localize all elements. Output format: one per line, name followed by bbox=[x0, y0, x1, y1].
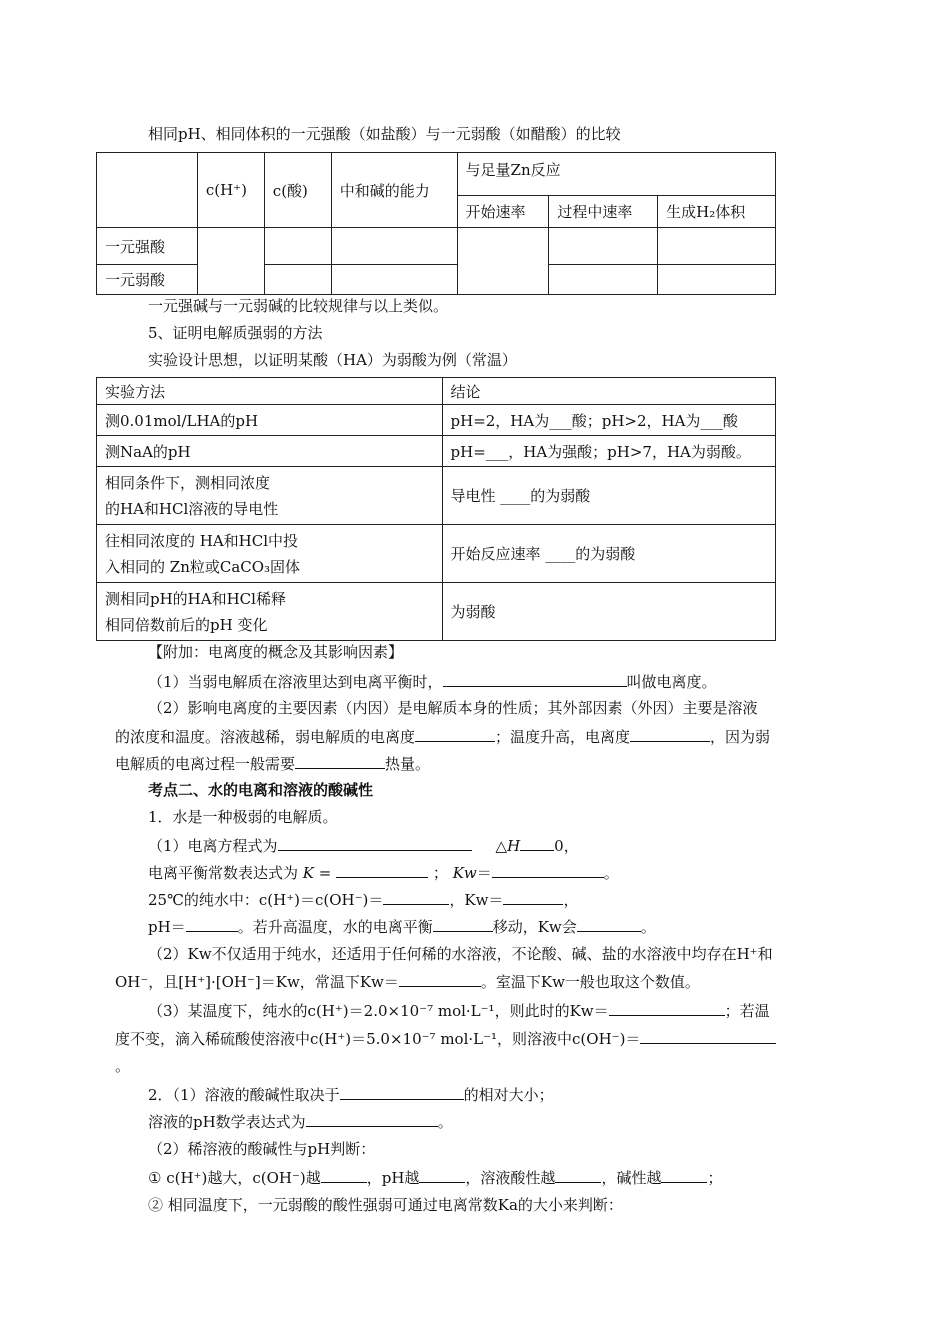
text: ，Kw＝ bbox=[449, 891, 504, 909]
note-base: 一元强碱与一元弱碱的比较规律与以上类似。 bbox=[148, 297, 449, 315]
fill-blank[interactable] bbox=[520, 835, 554, 851]
table2-conclusion: 开始反应速率 ____的为弱酸 bbox=[442, 525, 775, 583]
fill-blank[interactable] bbox=[419, 1167, 465, 1183]
text: 2．（1）溶液的酸碱性取决于 bbox=[148, 1086, 340, 1104]
k-symbol: K bbox=[302, 864, 315, 882]
table2-method-line: 的HA和HCl溶液的导电性 bbox=[105, 499, 279, 518]
table2-method-line: 入相同的 Zn粒或CaCO₃固体 bbox=[105, 557, 301, 576]
fill-blank[interactable] bbox=[278, 835, 472, 851]
table1-cell bbox=[331, 265, 457, 295]
water-item-3-line1 bbox=[148, 1000, 770, 1021]
table1-caption: 相同pH、相同体积的一元强酸（如盐酸）与一元弱酸（如醋酸）的比较 bbox=[148, 125, 621, 143]
text: ，pH越 bbox=[366, 1169, 420, 1187]
fill-blank[interactable] bbox=[609, 1000, 725, 1016]
fill-blank[interactable] bbox=[555, 1167, 601, 1183]
fill-blank[interactable] bbox=[433, 916, 493, 932]
fill-blank[interactable] bbox=[336, 862, 428, 878]
text: 电解质的电离过程一般需要 bbox=[115, 755, 296, 773]
text: c(H⁺)＝c(OH⁻)＝ bbox=[258, 891, 384, 909]
table1-cell bbox=[457, 228, 549, 295]
fill-blank[interactable] bbox=[443, 671, 627, 687]
table2-conclusion: pH=___，HA为强酸；pH>7，HA为弱酸。 bbox=[442, 436, 775, 467]
solution-item-2: （2）稀溶液的酸碱性与pH判断： bbox=[148, 1140, 376, 1158]
text: OH⁻，且[H⁺]·[OH⁻]＝Kw，常温下Kw＝ bbox=[115, 973, 399, 991]
table2-header-method: 实验方法 bbox=[97, 378, 443, 405]
table1-header-c-h: c(H⁺) bbox=[197, 153, 264, 228]
table1-cell bbox=[549, 265, 658, 295]
fill-blank[interactable] bbox=[577, 916, 641, 932]
text: ＝ bbox=[476, 864, 492, 882]
table2-method-line: 往相同浓度的 HA和HCl中投 bbox=[105, 531, 299, 550]
table1-header-h2-volume: 生成H₂体积 bbox=[658, 196, 776, 228]
text: = bbox=[318, 864, 332, 882]
table2-method-line: 相同条件下，测相同浓度 bbox=[105, 473, 271, 492]
water-k-line: 电离平衡常数表达式为 K = ； Kw＝ 。 bbox=[148, 864, 619, 882]
text: 电离平衡常数表达式为 bbox=[148, 864, 299, 882]
solution-item-1 bbox=[148, 1084, 554, 1105]
table1-row-strong: 一元强酸 bbox=[97, 228, 198, 265]
table2-method: 测NaA的pH bbox=[97, 436, 443, 467]
fill-blank[interactable] bbox=[415, 726, 495, 742]
table1-header-zn: 与足量Zn反应 bbox=[457, 153, 775, 196]
appendix-item-2-line2 bbox=[115, 726, 770, 747]
table1-cell bbox=[549, 228, 658, 265]
text: 叫做电离度。 bbox=[626, 673, 717, 691]
table1-cell bbox=[197, 228, 264, 295]
fill-blank[interactable] bbox=[630, 726, 710, 742]
appendix-item-2-line1: （2）影响电离度的主要因素（内因）是电解质本身的性质；其外部因素（外因）主要是溶液 bbox=[148, 699, 758, 717]
solution-rule-2: ② 相同温度下，一元弱酸的酸性强弱可通过电离常数Ka的大小来判断： bbox=[148, 1196, 623, 1214]
table1-row-weak: 一元弱酸 bbox=[97, 265, 198, 295]
table2-method bbox=[97, 583, 443, 641]
fill-blank[interactable] bbox=[186, 916, 238, 932]
fill-blank[interactable] bbox=[492, 862, 604, 878]
experiment-table bbox=[96, 377, 776, 641]
table1-corner bbox=[97, 153, 198, 228]
appendix-title: 【附加：电离度的概念及其影响因素】 bbox=[148, 643, 404, 661]
table2-conclusion: 导电性 ____的为弱酸 bbox=[442, 467, 775, 525]
text: ，溶液酸性越 bbox=[465, 1169, 556, 1187]
table2-conclusion: pH=2，HA为___酸；pH>2，HA为___酸 bbox=[442, 405, 775, 436]
fill-blank[interactable] bbox=[661, 1167, 707, 1183]
delta-h: △H bbox=[495, 837, 521, 855]
text: 热量。 bbox=[385, 755, 431, 773]
fill-blank[interactable] bbox=[503, 889, 563, 905]
text: ，因为弱 bbox=[710, 728, 771, 746]
text: 移动，Kw会 bbox=[492, 918, 577, 936]
text: （1）当弱电解质在溶液里达到电离平衡时， bbox=[148, 673, 443, 691]
water-item-1: 1．水是一种极弱的电解质。 bbox=[148, 808, 338, 826]
table1-cell bbox=[658, 265, 776, 295]
text: ；温度升高，电离度 bbox=[495, 728, 631, 746]
text: 度不变，滴入稀硫酸使溶液中c(H⁺)＝5.0×10⁻⁷ mol·L⁻¹，则溶液中c(OH⁻)＝ bbox=[115, 1030, 641, 1048]
text: ， bbox=[563, 891, 579, 909]
table1-cell bbox=[264, 265, 331, 295]
fill-blank[interactable] bbox=[321, 1167, 367, 1183]
text: 。室温下Kw一般也取这个数值。 bbox=[480, 973, 700, 991]
text: 的相对大小； bbox=[463, 1086, 554, 1104]
table2-header-conclusion: 结论 bbox=[442, 378, 775, 405]
text: ① c(H⁺)越大，c(OH⁻)越 bbox=[148, 1169, 321, 1187]
keypoint2-title: 考点二、水的电离和溶液的酸碱性 bbox=[148, 781, 374, 799]
fill-blank[interactable] bbox=[383, 889, 449, 905]
text: （3）某温度下，纯水的c(H⁺)＝2.0×10⁻⁷ mol·L⁻¹，则此时的Kw＝ bbox=[148, 1002, 609, 1020]
water-item-2-line2 bbox=[115, 971, 700, 992]
text: 。若升高温度，水的电离平衡 bbox=[237, 918, 433, 936]
table1-header-process-rate: 过程中速率 bbox=[549, 196, 658, 228]
table1-cell bbox=[658, 228, 776, 265]
water-item-3-end: 。 bbox=[115, 1057, 131, 1075]
appendix-item-2-line3 bbox=[115, 753, 430, 774]
fill-blank[interactable] bbox=[295, 753, 385, 769]
solution-ph-formula bbox=[148, 1111, 453, 1132]
text: ，碱性越 bbox=[601, 1169, 662, 1187]
table2-method: 测0.01mol/LHA的pH bbox=[97, 405, 443, 436]
text: 0， bbox=[554, 837, 579, 855]
fill-blank[interactable] bbox=[340, 1084, 464, 1100]
appendix-item-1 bbox=[148, 671, 717, 692]
table1-header-neutralize: 中和碱的能力 bbox=[331, 153, 457, 228]
text: 。 bbox=[437, 1113, 453, 1131]
table1-header-start-rate: 开始速率 bbox=[457, 196, 549, 228]
table2-method-line: 相同倍数前后的pH 变化 bbox=[105, 615, 268, 634]
table1-header-c-acid: c(酸) bbox=[264, 153, 331, 228]
section5-intro: 实验设计思想，以证明某酸（HA）为弱酸为例（常温） bbox=[148, 351, 517, 369]
table2-conclusion: 为弱酸 bbox=[442, 583, 775, 641]
text: ； bbox=[707, 1169, 723, 1187]
table2-method bbox=[97, 467, 443, 525]
table2-method-line: 测相同pH的HA和HCl稀释 bbox=[105, 589, 286, 608]
fill-blank[interactable] bbox=[399, 971, 481, 987]
comparison-table bbox=[96, 152, 776, 295]
table1-cell bbox=[331, 228, 457, 265]
text: ；若温 bbox=[724, 1002, 770, 1020]
kw-symbol: Kw bbox=[452, 864, 477, 882]
fill-blank[interactable] bbox=[306, 1111, 438, 1127]
text: 。 bbox=[640, 918, 656, 936]
text: 25℃的纯水中： bbox=[148, 891, 259, 909]
text: 的浓度和温度。溶液越稀，弱电解质的电离度 bbox=[115, 728, 416, 746]
section5-title: 5、证明电解质强弱的方法 bbox=[148, 324, 323, 342]
water-item-2-line1: （2）Kw不仅适用于纯水，还适用于任何稀的水溶液，不论酸、碱、盐的水溶液中均存在H⁺和 bbox=[148, 945, 773, 963]
text: 溶液的pH数学表达式为 bbox=[148, 1113, 306, 1131]
water-25c-line bbox=[148, 889, 578, 910]
table2-method bbox=[97, 525, 443, 583]
text: pH＝ bbox=[148, 918, 186, 936]
water-eq-line bbox=[148, 835, 579, 856]
solution-rule-1 bbox=[148, 1167, 722, 1188]
text: 。 bbox=[603, 864, 619, 882]
table1-cell bbox=[264, 228, 331, 265]
water-item-3-line2 bbox=[115, 1028, 776, 1049]
text: （1）电离方程式为 bbox=[148, 837, 278, 855]
fill-blank[interactable] bbox=[640, 1028, 776, 1044]
water-ph-line bbox=[148, 916, 656, 937]
